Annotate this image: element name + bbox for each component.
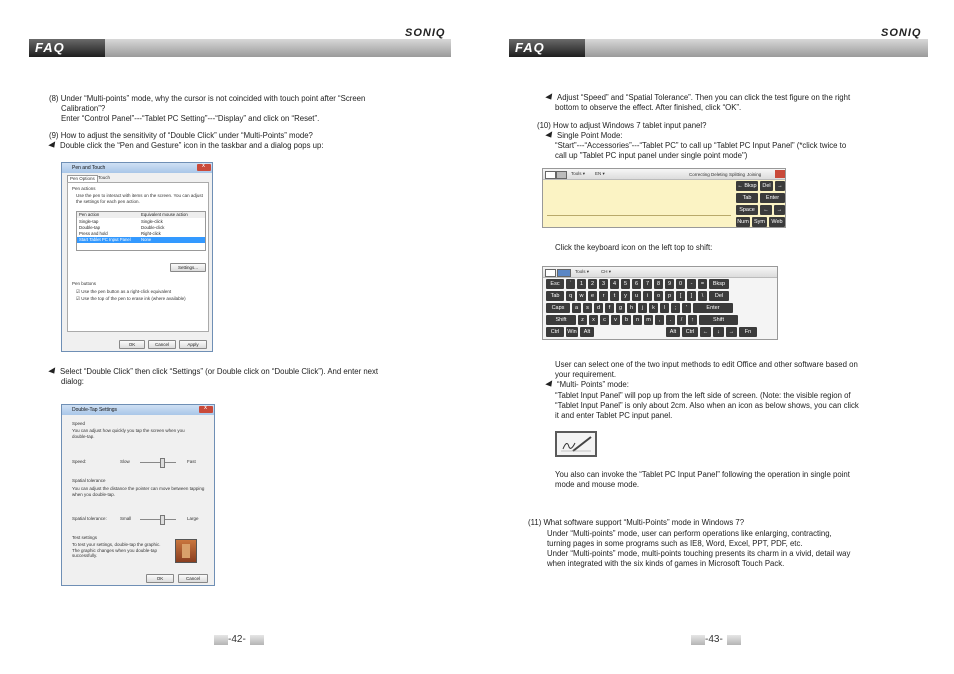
key-backspace[interactable]: ← Bksp <box>737 183 757 189</box>
key-3[interactable]: 3 <box>599 279 608 289</box>
key-[interactable]: ; <box>671 303 680 313</box>
multi-points-c: it and enter Tablet PC input panel. <box>555 411 673 420</box>
tablet-input-panel-writing <box>542 168 786 228</box>
tab-splitting[interactable]: Splitting <box>729 172 746 177</box>
bullet-arrow-icon <box>48 368 57 376</box>
speed-slider-thumb[interactable] <box>160 458 165 468</box>
tools-menu[interactable]: Tools ▾ <box>575 269 590 274</box>
key-tab[interactable]: Tab <box>546 291 564 301</box>
q10-title: (10) How to adjust Windows 7 tablet input panel? <box>537 121 707 130</box>
multi-points-mode: “Multi- Points” mode: <box>546 380 629 390</box>
key-4[interactable]: 4 <box>610 279 619 289</box>
double-tap-settings-dialog <box>61 404 215 586</box>
invoke-a: You also can invoke the “Tablet PC Input Panel” following the operation in single point <box>555 470 850 479</box>
key-w[interactable]: w <box>577 291 586 301</box>
key-i[interactable]: i <box>643 291 652 301</box>
faq-header-bar <box>29 39 451 57</box>
key-s[interactable]: s <box>583 303 592 313</box>
key-b[interactable]: b <box>622 315 631 325</box>
bullet-arrow-icon <box>545 132 554 140</box>
close-icon[interactable] <box>197 164 211 171</box>
slow-label: Slow <box>120 459 130 464</box>
key-arrow[interactable]: → <box>775 181 785 191</box>
key-g[interactable]: g <box>616 303 625 313</box>
multi-points-a: “Tablet Input Panel” will pop up from the left side of screen. (Note: the visible region of <box>555 391 851 400</box>
test-door-icon[interactable] <box>175 539 197 563</box>
key-sym[interactable]: Sym <box>754 219 765 225</box>
tab-correcting[interactable]: Correcting <box>689 172 710 177</box>
key-e[interactable]: e <box>588 291 597 301</box>
language-menu[interactable]: CH ▾ <box>601 269 612 274</box>
tolerance-desc: You can adjust the distance the pointer can move between tapping when you double-tap. <box>72 486 205 497</box>
key-[interactable]: - <box>687 279 696 289</box>
pen-icon[interactable] <box>545 171 556 179</box>
page-bar-left <box>214 635 228 645</box>
key-space[interactable]: Space <box>736 205 758 215</box>
brand-logo: SONIQ <box>405 27 446 39</box>
key-z[interactable]: z <box>578 315 587 325</box>
faq-label: FAQ <box>515 40 545 55</box>
tablet-input-panel-keyboard <box>542 266 778 340</box>
key-1[interactable]: 1 <box>577 279 586 289</box>
q11-c: Under “Multi-points” mode, multi-points touching presents its charm in a vivid, detail way <box>547 549 851 558</box>
key-shift[interactable]: Shift <box>546 315 576 325</box>
key-8[interactable]: 8 <box>654 279 663 289</box>
keyboard-hint: Click the keyboard icon on the left top to shift: <box>555 243 713 252</box>
page-number-left: -42- <box>228 634 246 645</box>
dialog-title: Pen and Touch <box>72 165 106 171</box>
bullet-arrow-icon <box>48 142 57 150</box>
tab-pen-options[interactable]: Pen Options <box>67 175 98 182</box>
single-point-a: “Start”---“Accessories”---“Tablet PC” to call up “Tablet PC Input Panel” (*click twice to <box>555 141 847 150</box>
checkbox-erase[interactable]: ☑ Use the top of the pen to erase ink (where available) <box>76 296 186 301</box>
key-5[interactable]: 5 <box>621 279 630 289</box>
key-[interactable]: = <box>698 279 707 289</box>
pen-icon[interactable] <box>545 269 556 277</box>
settings-button[interactable]: Settings... <box>170 263 206 272</box>
writing-line <box>547 215 731 216</box>
key-fn[interactable]: Fn <box>739 327 757 337</box>
pen-and-touch-dialog <box>61 162 213 352</box>
tab-joining[interactable]: Joining <box>747 172 762 177</box>
tolerance-slider[interactable] <box>140 519 176 520</box>
multi-points-b: “Tablet Input Panel” is only about 2cm. Also when an icon as below shows, you can click <box>555 401 859 410</box>
key-alt[interactable]: Alt <box>580 327 594 337</box>
checkbox-right-click[interactable]: ☑ Use the pen button as a right-click equivalent <box>76 289 172 294</box>
tolerance-slider-thumb[interactable] <box>160 515 165 525</box>
pen-actions-desc: Use the pen to interact with items on the screen. You can adjust the settings for each pen action. <box>76 193 203 204</box>
q11-b: turning pages in some programs such as IE8, Word, Excel, PPT, PDF, etc. <box>547 539 803 548</box>
tab-deleting[interactable]: Deleting <box>711 172 728 177</box>
speed-group: Speed <box>72 421 86 426</box>
key-j[interactable]: j <box>638 303 647 313</box>
key-[interactable]: [ <box>676 291 685 301</box>
key-f[interactable]: f <box>605 303 614 313</box>
key-bksp[interactable]: Bksp <box>709 279 729 289</box>
key-v[interactable]: v <box>611 315 620 325</box>
keyboard-icon[interactable] <box>557 269 571 277</box>
user-select-a: User can select one of the two input methods to edit Office and other software based on <box>555 360 858 369</box>
cancel-button[interactable]: Cancel <box>148 340 176 349</box>
key-ctrl[interactable]: Ctrl <box>682 327 698 337</box>
key-[interactable]: , <box>655 315 664 325</box>
key-y[interactable]: y <box>621 291 630 301</box>
pen-actions-group: Pen actions <box>72 186 96 191</box>
q11-d: when integrated with the six kinds of games in Microsoft Touch Pack. <box>547 559 785 568</box>
key-9[interactable]: 9 <box>665 279 674 289</box>
key-k[interactable]: k <box>649 303 658 313</box>
key-h[interactable]: h <box>627 303 636 313</box>
key-[interactable]: → <box>726 327 737 337</box>
key-r[interactable]: r <box>599 291 608 301</box>
key-[interactable]: ← <box>700 327 711 337</box>
table-row[interactable]: Double-tap Double-click <box>79 225 165 230</box>
speed-label: Speed: <box>72 459 87 464</box>
adjust-step: Adjust “Speed” and “Spatial Tolerance”. Then you can click the test figure on the right <box>546 93 850 103</box>
page-number-right: -43- <box>705 634 723 645</box>
test-group: Test settings <box>72 535 98 540</box>
key-c[interactable]: c <box>600 315 609 325</box>
bullet-arrow-icon <box>545 381 554 389</box>
q8-answer: Enter “Control Panel”---“Tablet PC Setting”---“Display” and click on “Reset”. <box>61 114 320 123</box>
faq-label: FAQ <box>35 40 65 55</box>
key-o[interactable]: o <box>654 291 663 301</box>
key-ctrl[interactable]: Ctrl <box>546 327 564 337</box>
page-bar-left <box>691 635 705 645</box>
key-u[interactable]: u <box>632 291 641 301</box>
key-[interactable]: . <box>666 315 675 325</box>
tolerance-group: Spatial tolerance <box>72 478 106 483</box>
key-d[interactable]: d <box>594 303 603 313</box>
key-7[interactable]: 7 <box>643 279 652 289</box>
key-right[interactable]: → <box>774 205 785 215</box>
cancel-button[interactable]: Cancel <box>178 574 208 583</box>
key-enter[interactable]: Enter <box>760 193 785 203</box>
pen-actions-table: Pen action Equivalent mouse action Single-tap Single-click Double-tap Double-click Press and hold Right-click Start Tablet PC Input Panel None <box>76 211 206 251</box>
q9-step2-cont: dialog: <box>61 377 84 386</box>
q9-step2: Select “Double Click” then click “Settings” (or Double click on “Double Click”). And enter next <box>49 367 378 377</box>
key-a[interactable]: a <box>572 303 581 313</box>
test-desc: To test your settings, double-tap the graphic. The graphic changes when you double-tap successfully. <box>72 542 161 558</box>
key-x[interactable]: x <box>589 315 598 325</box>
close-icon[interactable] <box>199 406 213 413</box>
key-web[interactable]: Web <box>769 217 785 227</box>
single-point-mode: Single Point Mode: <box>546 131 622 141</box>
speed-desc: You can adjust how quickly you tap the screen when you double-tap. <box>72 428 185 439</box>
key-[interactable]: / <box>677 315 686 325</box>
key-0[interactable]: 0 <box>676 279 685 289</box>
key-6[interactable]: 6 <box>632 279 641 289</box>
bullet-arrow-icon <box>545 94 554 102</box>
fast-label: Fast <box>187 459 196 464</box>
key-[interactable]: ' <box>682 303 691 313</box>
input-panel-icon[interactable] <box>555 431 597 457</box>
invoke-b: mode and mouse mode. <box>555 480 640 489</box>
key-t[interactable]: t <box>610 291 619 301</box>
key-num[interactable]: Num <box>737 219 749 225</box>
tolerance-label: Spatial tolerance: <box>72 516 107 521</box>
page-bar-right <box>250 635 264 645</box>
user-select-b: your requirement. <box>555 370 617 379</box>
key-delete[interactable]: Del <box>760 181 773 191</box>
key-p[interactable]: p <box>665 291 674 301</box>
apply-button[interactable]: Apply <box>179 340 207 349</box>
q8-title-cont: Calibration”? <box>61 104 106 113</box>
large-label: Large <box>187 516 199 521</box>
page-bar-right <box>727 635 741 645</box>
key-l[interactable]: l <box>660 303 669 313</box>
key-[interactable]: ↓ <box>713 327 724 337</box>
key-[interactable]: ↑ <box>688 315 697 325</box>
pen-buttons-group: Pen buttons <box>72 281 97 286</box>
key-win[interactable]: Win <box>567 329 577 335</box>
key-left[interactable]: ← <box>760 205 772 215</box>
key-tab[interactable]: Tab <box>736 193 758 203</box>
key-m[interactable]: m <box>644 315 653 325</box>
dialog-title: Double-Tap Settings <box>72 407 118 413</box>
adjust-step-cont: bottom to observe the effect. After finished, click “OK”. <box>555 103 742 112</box>
key-del[interactable]: Del <box>709 291 729 301</box>
q9-title: (9) How to adjust the sensitivity of “Double Click” under “Multi-Points” mode? <box>49 131 313 140</box>
key-shift[interactable]: Shift <box>699 315 738 325</box>
key-[interactable]: ` <box>566 279 575 289</box>
key-2[interactable]: 2 <box>588 279 597 289</box>
q9-step1: Double click the “Pen and Gesture” icon in the taskbar and a dialog pops up: <box>49 141 324 151</box>
key-caps[interactable]: Caps <box>546 303 570 313</box>
ok-button[interactable]: OK <box>146 574 174 583</box>
language-menu[interactable]: EN ▾ <box>595 171 605 176</box>
table-row[interactable]: Press and hold Right-click <box>79 231 161 236</box>
q11-a: Under “Multi-points” mode, user can perform operations like enlarging, contracting, <box>547 529 832 538</box>
keyboard-icon[interactable] <box>556 171 567 179</box>
key-alt[interactable]: Alt <box>666 327 680 337</box>
table-row[interactable]: Start Tablet PC Input Panel None <box>77 237 205 243</box>
key-enter[interactable]: Enter <box>693 303 733 313</box>
ok-button[interactable]: OK <box>119 340 145 349</box>
key-[interactable]: ] <box>687 291 696 301</box>
speed-slider[interactable] <box>140 462 176 463</box>
key-n[interactable]: n <box>633 315 642 325</box>
tab-touch[interactable]: Touch <box>98 175 111 180</box>
key-[interactable]: \ <box>698 291 707 301</box>
close-icon[interactable] <box>775 170 785 178</box>
tools-menu[interactable]: Tools ▾ <box>571 171 586 176</box>
q8-title: (8) Under “Multi-points” mode, why the cursor is not coincided with touch point after “Screen <box>49 94 366 103</box>
single-point-b: call up "Tablet PC input panel under single point mode") <box>555 151 748 160</box>
small-label: Small <box>120 516 132 521</box>
key-esc[interactable]: Esc <box>546 279 564 289</box>
brand-logo: SONIQ <box>881 27 922 39</box>
table-row[interactable]: Single-tap Single-click <box>79 219 163 224</box>
key-q[interactable]: q <box>566 291 575 301</box>
faq-header-bar <box>509 39 928 57</box>
q11-title: (11) What software support “Multi-Points” mode in Windows 7? <box>528 518 745 527</box>
